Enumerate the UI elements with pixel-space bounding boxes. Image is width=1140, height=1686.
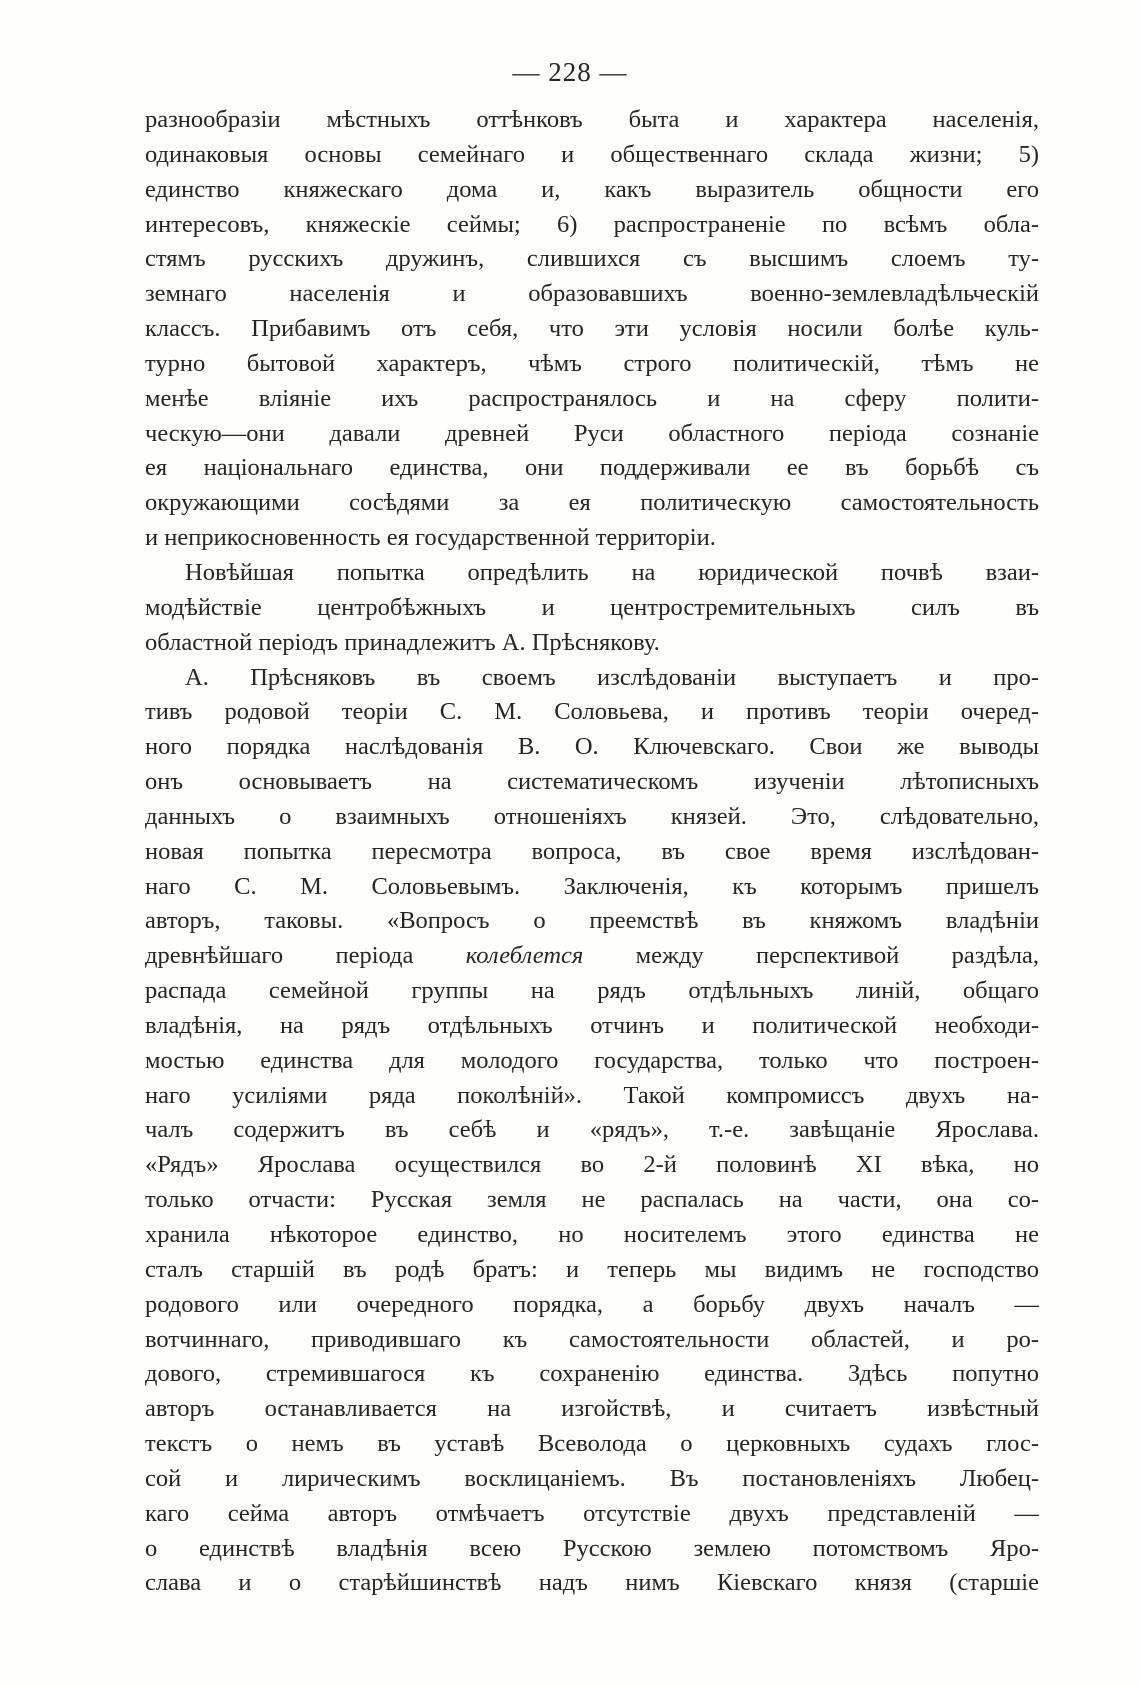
text-line: наго усиліями ряда поколѣній». Такой компромиссъ двухъ на- bbox=[145, 1081, 1039, 1109]
text-line: сой и лирическимъ восклицаніемъ. Въ постановленіяхъ Любец- bbox=[145, 1464, 1039, 1492]
text-line: единство княжескаго дома и, какъ выразитель общности его bbox=[145, 175, 1039, 203]
text-line: разнообразіи мѣстныхъ оттѣнковъ быта и характера населенія, bbox=[145, 106, 1039, 133]
text-line: слава и о старѣйшинствѣ надъ нимъ Кіевскаго князя (старшіе bbox=[145, 1569, 1039, 1597]
text-line: классъ. Прибавимъ отъ себя, что эти условія носили болѣе куль- bbox=[145, 315, 1039, 343]
text-line: и неприкосновенность ея государственной территоріи. bbox=[145, 524, 716, 552]
page-number: — 228 — bbox=[512, 57, 628, 87]
paragraph-3 bbox=[145, 661, 1039, 1602]
body-text bbox=[145, 103, 1039, 1601]
text-line: новая попытка пересмотра вопроса, въ свое время изслѣдован- bbox=[145, 837, 1039, 865]
text-line: менѣе вліяніе ихъ распространялось и на сферу полити- bbox=[145, 384, 1039, 412]
text-line: стямъ русскихъ дружинъ, слившихся съ высшимъ слоемъ ту- bbox=[145, 245, 1039, 273]
text-line: наго С. М. Соловьевымъ. Заключенія, къ которымъ пришелъ bbox=[145, 872, 1039, 900]
text-line: каго сейма авторъ отмѣчаетъ отсутствіе двухъ представленій — bbox=[145, 1499, 1039, 1527]
text-line: А. Прѣсняковъ въ своемъ изслѣдованіи выступаетъ и про- bbox=[185, 663, 1039, 691]
text-line: владѣнія, на рядъ отдѣльныхъ отчинъ и политической необходи- bbox=[145, 1011, 1039, 1039]
text-line: турно бытовой характеръ, чѣмъ строго политическій, тѣмъ не bbox=[145, 349, 1039, 377]
text-line: текстъ о немъ въ уставѣ Всеволода о церковныхъ судахъ глос- bbox=[145, 1430, 1039, 1458]
text-line: о единствѣ владѣнія всею Русскою землею потомствомъ Яро- bbox=[145, 1534, 1039, 1562]
text-line: окружающими сосѣдями за ея политическую самостоятельность bbox=[145, 489, 1039, 517]
text-line-with-italic bbox=[145, 939, 1039, 974]
text-line: только отчасти: Русская земля не распалась на части, она со- bbox=[145, 1186, 1039, 1214]
text-line: ного порядка наслѣдованія В. О. Ключевскаго. Свои же выводы bbox=[145, 733, 1039, 761]
italic-phrase: колеблется bbox=[465, 942, 584, 970]
text-line: дового, стремившагося къ сохраненію единства. Здѣсь попутно bbox=[145, 1360, 1039, 1388]
paragraph-2 bbox=[145, 556, 1039, 661]
text-line: данныхъ о взаимныхъ отношеніяхъ князей. Это, слѣдовательно, bbox=[145, 802, 1039, 830]
text-fragment: древнѣйшаго періода bbox=[145, 942, 466, 970]
text-line: «Рядъ» Ярослава осуществился во 2-й половинѣ XI вѣка, но bbox=[145, 1151, 1039, 1179]
text-line: Новѣйшая попытка опредѣлить на юридической почвѣ взаи- bbox=[185, 558, 1039, 586]
text-line: ея національнаго единства, они поддерживали ее въ борьбѣ съ bbox=[145, 454, 1039, 482]
text-line: сталъ старшій въ родѣ братъ: и теперь мы видимъ не господство bbox=[145, 1255, 1039, 1283]
text-line: распада семейной группы на рядъ отдѣльныхъ линій, общаго bbox=[145, 977, 1039, 1005]
text-line: вотчиннаго, приводившаго къ самостоятельности областей, и ро- bbox=[145, 1325, 1039, 1353]
text-line: интересовъ, княжескіе сеймы; 6) распространеніе по всѣмъ обла- bbox=[145, 210, 1039, 238]
text-line: земнаго населенія и образовавшихъ военно-землевладѣльческій bbox=[145, 280, 1039, 308]
text-line: авторъ, таковы. «Вопросъ о преемствѣ въ княжомъ владѣніи bbox=[145, 907, 1039, 935]
text-fragment: между перспективой раздѣла, bbox=[583, 942, 1039, 970]
text-line: авторъ останавливается на изгойствѣ, и считаетъ извѣстный bbox=[145, 1395, 1039, 1423]
paragraph-1 bbox=[145, 103, 1039, 556]
text-line: родового или очередного порядка, а борьбу двухъ началъ — bbox=[145, 1290, 1039, 1318]
text-line: мостью единства для молодого государства, только что построен- bbox=[145, 1046, 1039, 1074]
text-line: областной періодъ принадлежитъ А. Прѣснякову. bbox=[145, 628, 660, 656]
text-line: хранила нѣкоторое единство, но носителемъ этого единства не bbox=[145, 1221, 1039, 1248]
text-line: тивъ родовой теоріи С. М. Соловьева, и противъ теоріи очеред- bbox=[145, 698, 1039, 726]
text-line: ческую—они давали древней Руси областного періода сознаніе bbox=[145, 419, 1039, 447]
text-line: одинаковыя основы семейнаго и общественнаго склада жизни; 5) bbox=[145, 140, 1039, 168]
text-line: онъ основываетъ на систематическомъ изученіи лѣтописныхъ bbox=[145, 768, 1039, 796]
text-line: чалъ содержитъ въ себѣ и «рядъ», т.-е. завѣщаніе Ярослава. bbox=[145, 1116, 1039, 1144]
text-line: модѣйствіе центробѣжныхъ и центростремительныхъ силъ въ bbox=[145, 593, 1039, 621]
